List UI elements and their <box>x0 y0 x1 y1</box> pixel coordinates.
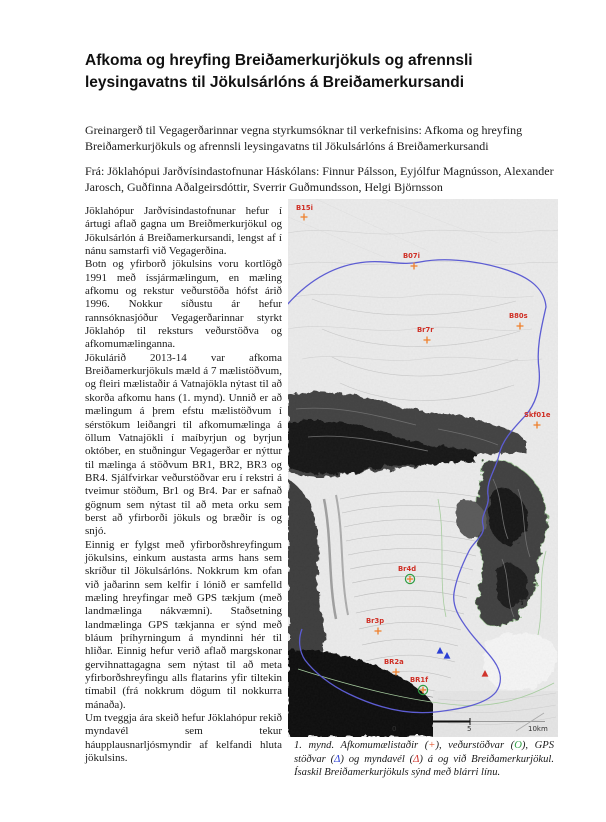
gps-triangle-symbol: Δ <box>334 753 341 765</box>
scale-label: 0 <box>392 725 397 733</box>
page-title <box>85 50 565 93</box>
hillshade-map <box>288 199 558 737</box>
station-label: Br4d <box>398 565 417 573</box>
authors-line: Frá: Jöklahópui Jarðvísindastofnunar Háskólans: Finnur Pálsson, Eyjólfur Magnússon, Alexander Jarosch, Guðfinna Aðalgeirsdóttir, Sverrir Guðmundsson, Helgi Björnsson <box>85 164 554 194</box>
title-line-2: leysingavatns til Jökulsárlóns á Breiðamerkursandi <box>85 73 465 91</box>
station-label: Skf01e <box>524 411 551 419</box>
station-label: Br7r <box>417 326 434 334</box>
caption-text: 1. mynd. Afkomumælistaðir ( <box>294 740 429 751</box>
camera-triangle-symbol: Δ <box>413 753 420 765</box>
caption-text: ) á og við Breiðamerkurjökul. Ísaskil Breiðamerkurjökuls sýnd með blárri línu. <box>294 753 554 778</box>
report-subtitle: Greinargerð til Vegagerðarinnar vegna styrkumsóknar til verkefnisins: Afkoma og hreyfing Breiðamerkurjökuls og afrennsli leysingavatns til Jökulsárlóns á Breiðamerkursandi <box>85 123 523 153</box>
station-label: Br3p <box>366 617 385 625</box>
scale-label: 10km <box>528 725 548 733</box>
station-label: B15i <box>296 204 313 212</box>
body-paragraph: Jöklahópur Jarðvísindastofnunar hefur í ártugi aflað gagna um Breiðmerkurjökul og Jökulsárlón á Breiðamerkursandi, lengst af í nánu samstarfi við Vegagerðina. <box>85 205 282 258</box>
plus-symbol: + <box>428 740 436 751</box>
grain-overlay <box>288 199 558 737</box>
station-label: B80s <box>509 312 528 320</box>
caption-text: ) og myndavél ( <box>340 753 414 765</box>
glacier-map-figure <box>288 199 558 737</box>
station-label: BR1f <box>410 676 429 684</box>
circle-symbol: O <box>514 740 522 751</box>
station-label: BR2a <box>384 658 404 666</box>
body-paragraph: Einnig er fylgst með yfirborðshreyfingum jökulsins, einkum austasta arms hans sem skríður til Jökulsárlóns. Nokkrum km ofan við jaðarinn sem kelfir í lónið er samfelld mæling hreyfingar með GPS tækjum (með landmælinga nákvæmni). Staðsetning landmælinga GPS tækjanna er sýnd með bláum þríhyrningum á myndinni hér til hliðar. Einnig hefur verið aflað margskonar gervihnattagagna sem nýtast til að meta yfirborðshreyfingu alls flatarins yfir tiltekin tímabil (frá nokkrum dögum til nokkurra mánaða). <box>85 538 282 711</box>
station-label: B07i <box>403 252 420 260</box>
figure-caption <box>294 739 554 780</box>
body-paragraph: Botn og yfirborð jökulsins voru kortlögð 1991 með íssjármælingum, en mæling afkomu og rekstur veðurstöða hófst árið 1996. Nokkur síðustu ár hefur rannsóknasjóður Vegagerðarinnar styrkt Jöklahóp til reksturs veðurstöðva og afkomumælinganna. <box>85 258 282 351</box>
title-line-1: Afkoma og hreyfing Breiðamerkurjökuls og afrennsli <box>85 52 473 69</box>
scale-label: 5 <box>467 725 472 733</box>
body-paragraph: Um tveggja ára skeið hefur Jöklahópur rekið myndavél sem tekur háupplausnarljósmyndir af kelfandi hluta jökulsins. <box>85 712 282 765</box>
caption-text: ), veðurstöðvar ( <box>435 740 515 751</box>
caption-text: ), GPS stöðvar ( <box>294 740 555 765</box>
body-paragraph: Jökulárið 2013-14 var afkoma Breiðamerkurjökuls mæld á 7 mælistöðvum, og fleiri mælistaðir á Vatnajökla nýtast til að skorða afkomu hans (1. mynd). Unnið er að mælingum á þrem efstu mælistöðvum í sérstökum leiðangri til afkomumælinga á öllum Vatnajökli í maíbyrjun og byrjun október, en stuðningur Vegagerðar er nýttur til mælinga á stöðvum BR1, BR2, BR3 og BR4. Sjálfvirkar veðurstöðvar eru í rekstri á tveimur stöðum, Br1 og Br4. Þar er safnað gögnum sem nýtast til að meta orku sem berst að yfirborði jökuls og bræðir ís og snjó. <box>85 351 282 538</box>
body-text-column <box>85 205 282 765</box>
